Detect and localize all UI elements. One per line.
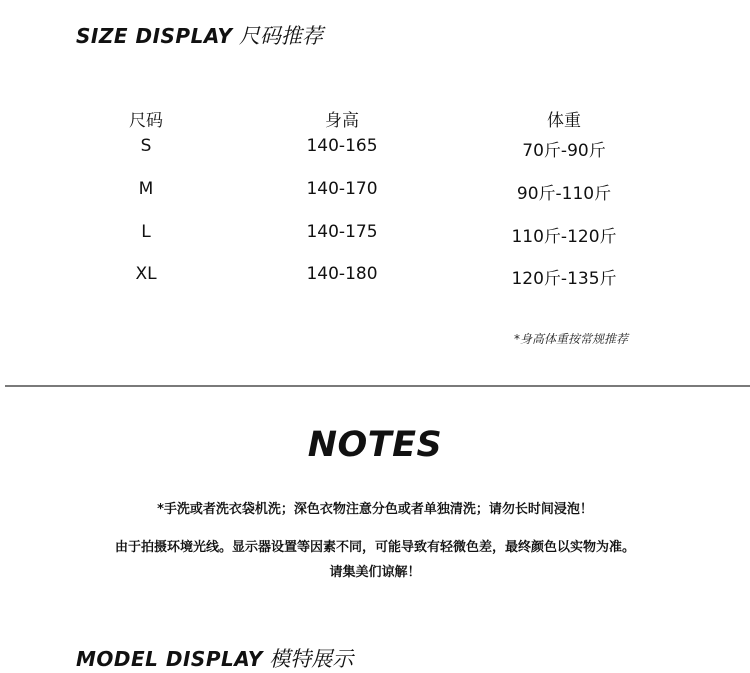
notes-apology: 请集美们谅解！	[329, 565, 421, 580]
table-row	[0, 136, 750, 160]
size-cell: S	[140, 136, 152, 156]
size-display-title-en: SIZE DISPLAY	[76, 24, 233, 48]
height-cell: 140-175	[306, 222, 378, 242]
header-height: 身高	[325, 111, 359, 131]
height-cell: 140-170	[306, 179, 378, 199]
model-display-title-cn: 模特展示	[269, 647, 354, 671]
weight-cell: 120斤-135斤	[511, 269, 617, 289]
height-cell: 140-180	[306, 264, 378, 284]
notes-color-disclaimer: 由于拍摄环境光线。显示器设置等因素不同，可能导致有轻微色差，最终颜色以实物为准。	[114, 540, 635, 555]
table-row	[0, 179, 750, 203]
size-footnote: *身高体重按常规推荐	[514, 332, 629, 346]
section-divider	[5, 385, 750, 387]
weight-cell: 70斤-90斤	[522, 141, 606, 161]
size-table-header	[0, 106, 750, 130]
notes-care-instructions: *手洗或者洗衣袋机洗；深色衣物注意分色或者单独清洗；请勿长时间浸泡！	[157, 502, 593, 517]
table-row	[0, 222, 750, 246]
notes-heading: NOTES	[307, 425, 443, 465]
header-size: 尺码	[129, 111, 163, 131]
size-cell: XL	[135, 264, 157, 284]
weight-cell: 90斤-110斤	[516, 184, 612, 204]
size-cell: M	[138, 179, 154, 199]
header-weight: 体重	[547, 111, 581, 131]
size-display-title-cn: 尺码推荐	[238, 24, 323, 48]
weight-cell: 110斤-120斤	[511, 227, 617, 247]
size-cell: L	[141, 222, 151, 242]
table-row	[0, 264, 750, 288]
size-display-title	[76, 20, 323, 50]
model-display-title-en: MODEL DISPLAY	[76, 647, 263, 671]
height-cell: 140-165	[306, 136, 378, 156]
model-display-title	[76, 643, 353, 673]
